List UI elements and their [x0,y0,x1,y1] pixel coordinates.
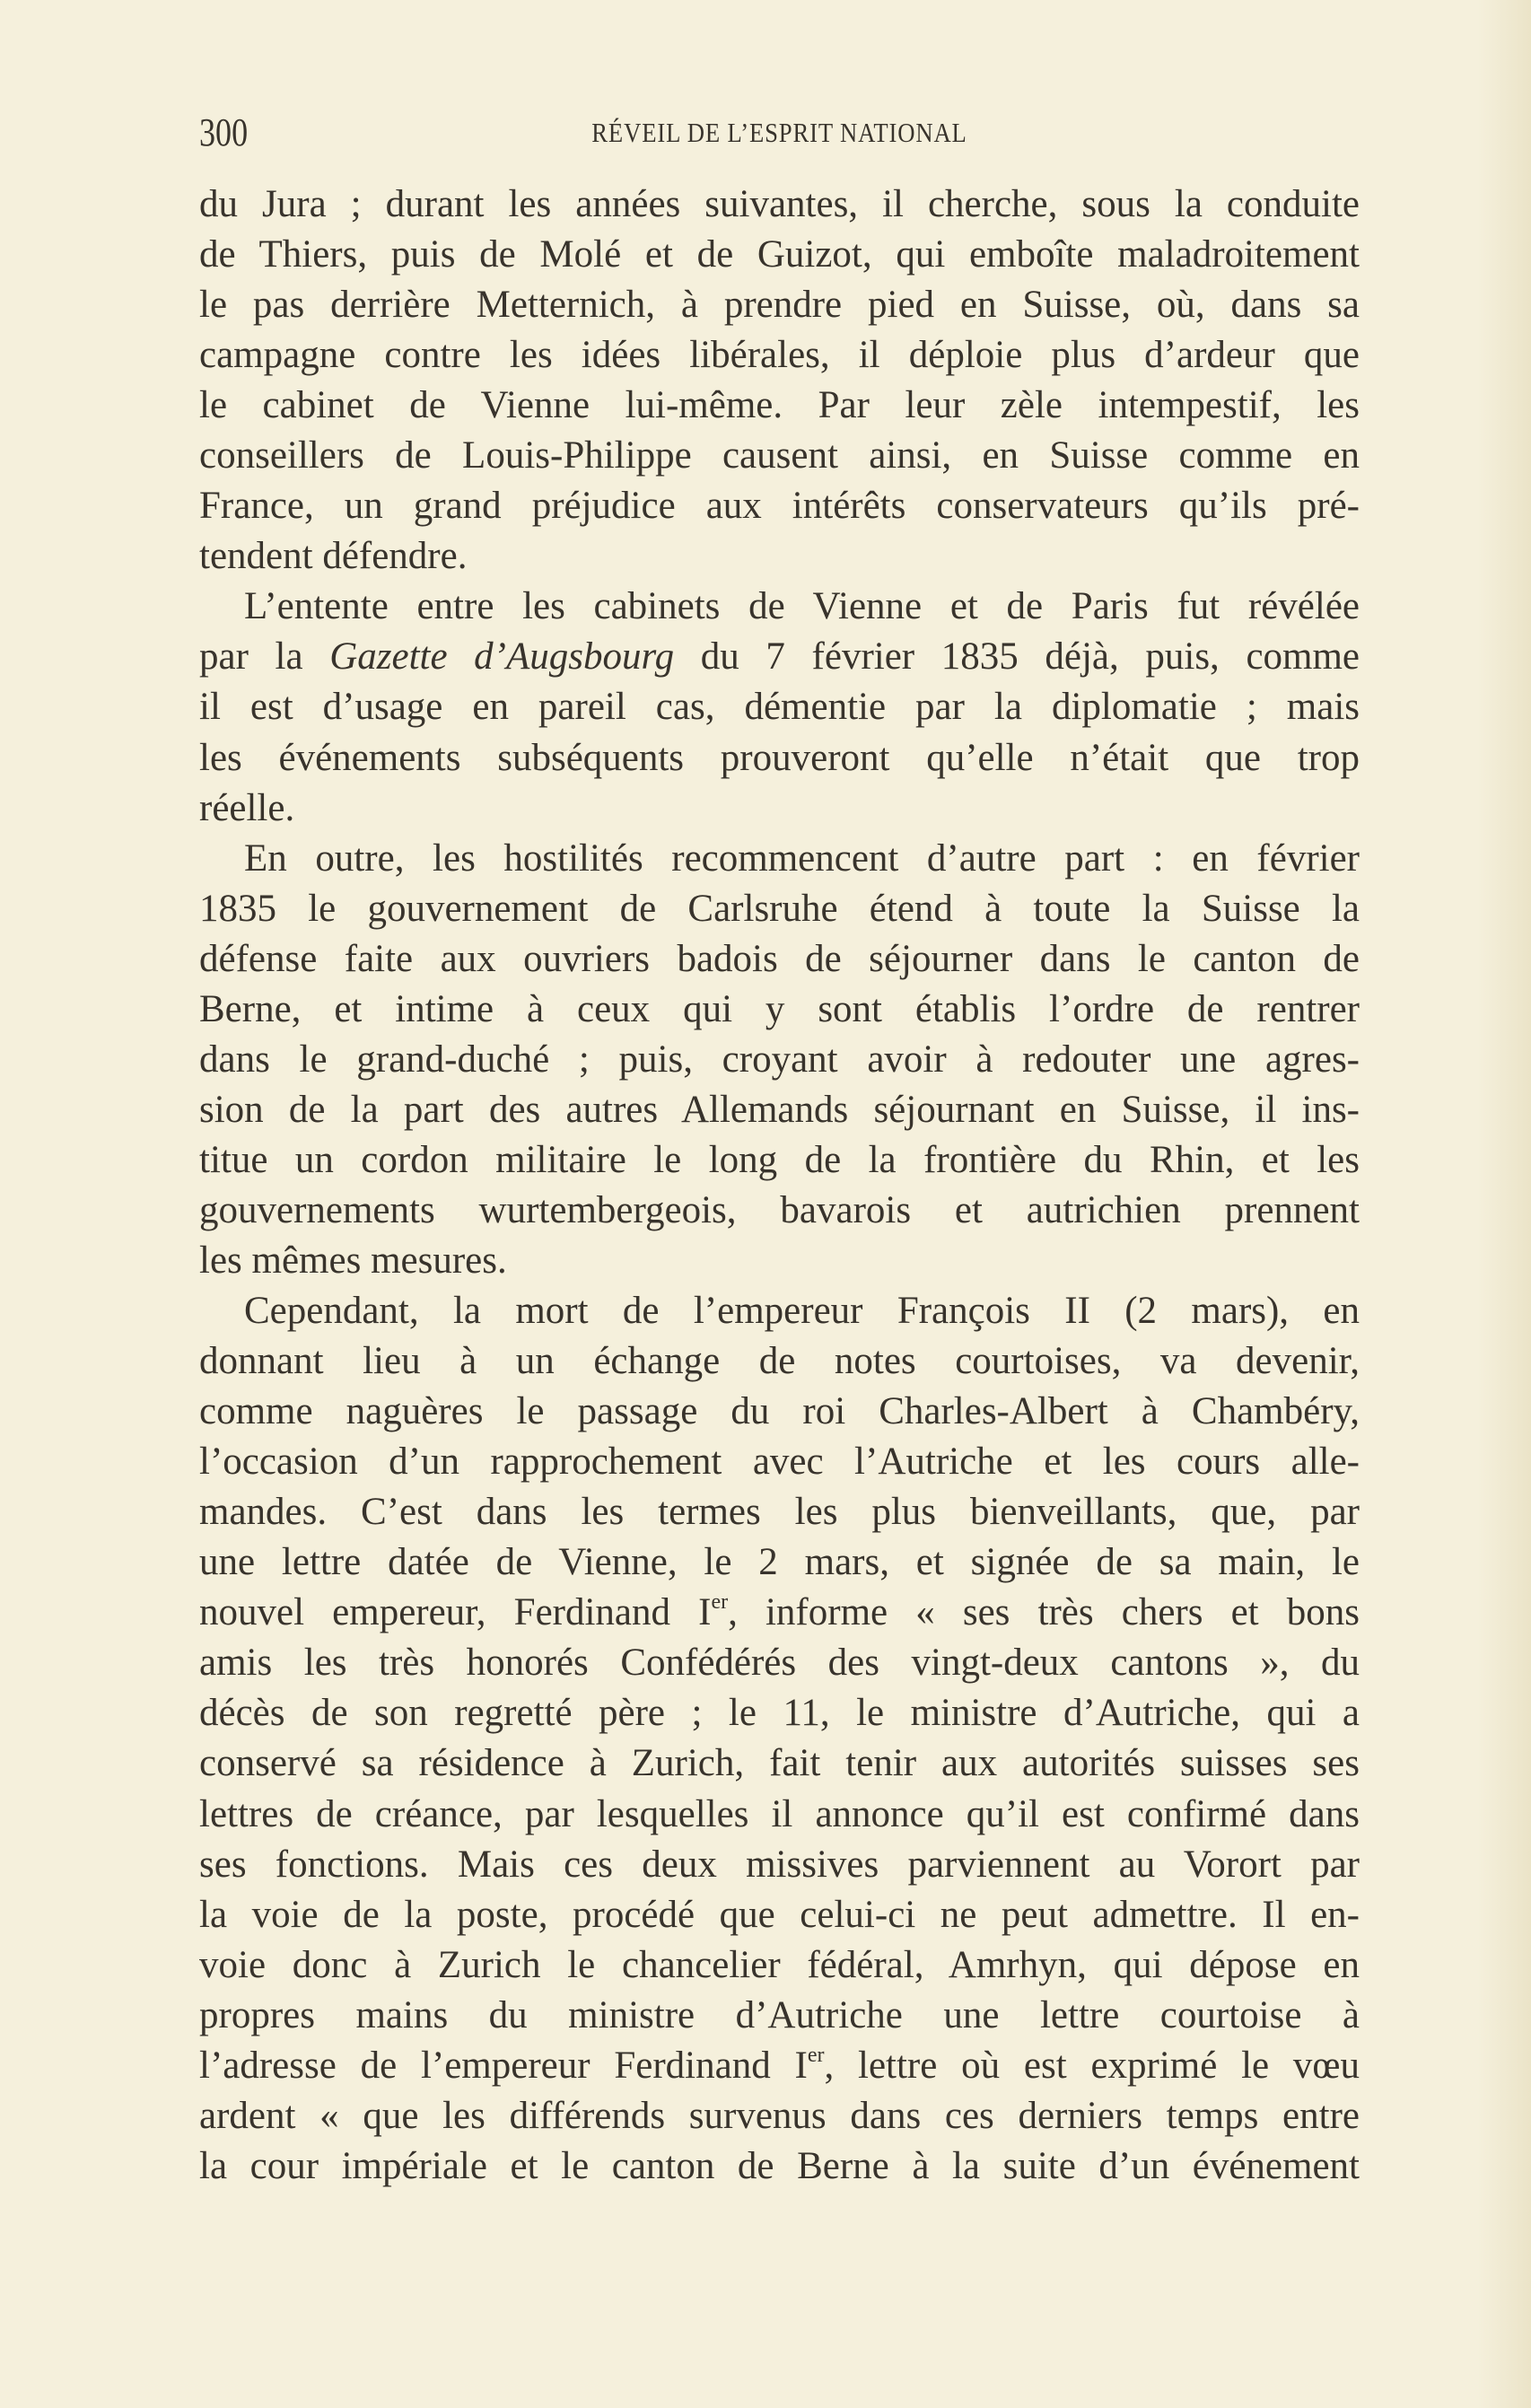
text-line [199,330,1360,381]
text-run: lettres de créance, par lesquelles il annonce qu’il est confirmé dans [199,1792,1360,1835]
text-run: , lettre où est exprimé le vœu [824,2044,1360,2087]
text-line [199,180,1360,230]
text-run: de Thiers, puis de Molé et de Guizot, qui emboîte maladroitement [199,233,1360,276]
text-run: une lettre datée de Vienne, le 2 mars, et signée de sa main, le [199,1541,1360,1584]
text-run: voie donc à Zurich le chancelier fédéral, Amrhyn, qui dépose en [199,1943,1360,1986]
text-run: ses fonctions. Mais ces deux missives parviennent au Vorort par [199,1843,1360,1886]
text-line [199,934,1360,985]
page-number: 300 [199,110,249,154]
text-run: défense faite aux ouvriers badois de séjourner dans le canton de [199,937,1360,980]
text-line [199,1387,1360,1437]
text-run: L’entente entre les cabinets de Vienne et de Paris fut révélée [244,585,1360,628]
text-line [199,1537,1360,1588]
text-run: réelle. [199,786,295,829]
text-line [199,582,1360,632]
text-line [199,834,1360,884]
text-run: comme naguères le passage du roi Charles-Albert à Chambéry, [199,1390,1360,1433]
text-line [199,531,1360,582]
text-run: En outre, les hostilités recommencent d’autre part : en février [244,836,1360,880]
text-run: la cour impériale et le canton de Berne à la suite d’un événement [199,2144,1360,2187]
italic-title: Gazette d’Augsbourg [329,635,675,679]
text-line [199,985,1360,1035]
text-line [199,2141,1360,2192]
text-run: du 7 février 1835 déjà, puis, comme [674,635,1360,679]
page-header [199,109,1360,160]
text-line [199,381,1360,431]
text-line [199,884,1360,934]
text-line [199,1688,1360,1738]
superscript: er [807,2043,825,2067]
text-run: le cabinet de Vienne lui-même. Par leur zèle intempestif, les [199,384,1360,427]
text-line [199,1186,1360,1236]
text-line [199,1940,1360,1991]
text-run: conservé sa résidence à Zurich, fait tenir aux autorités suisses ses [199,1742,1360,1785]
text-line [199,1890,1360,1940]
text-run: , informe « ses très chers et bons [728,1591,1360,1634]
text-run: l’adresse de l’empereur Ferdinand I [199,2044,808,2087]
page-edge-shadow [1477,0,1531,2408]
text-line [199,1638,1360,1688]
text-line [199,1738,1360,1789]
text-line [199,1336,1360,1387]
text-line [199,1588,1360,1638]
text-run: donnant lieu à un échange de notes courtoises, va devenir, [199,1340,1360,1383]
text-run: titue un cordon militaire le long de la frontière du Rhin, et les [199,1138,1360,1181]
text-run: par la [199,635,330,679]
text-run: amis les très honorés Confédérés des vingt-deux cantons », du [199,1642,1360,1685]
text-line [199,733,1360,784]
superscript: er [711,1590,729,1615]
text-line [199,1790,1360,1840]
text-run: il est d’usage en pareil cas, démentie par la diplomatie ; mais [199,686,1360,729]
text-run: mandes. C’est dans les termes les plus bienveillants, que, par [199,1491,1360,1534]
text-line [199,1286,1360,1336]
text-line [199,1437,1360,1487]
text-run: l’occasion d’un rapprochement avec l’Autriche et les cours alle- [199,1440,1360,1484]
text-run: les événements subséquents prouveront qu’elle n’était que trop [199,736,1360,779]
text-line [199,1487,1360,1537]
text-line [199,632,1360,682]
running-title: RÉVEIL DE L’ESPRIT NATIONAL [591,117,967,148]
text-run: sion de la part des autres Allemands séjournant en Suisse, il ins- [199,1088,1360,1131]
text-line [199,1840,1360,1890]
text-run: ardent « que les différends survenus dans ces derniers temps entre [199,2094,1360,2137]
text-run: dans le grand-duché ; puis, croyant avoir à redouter une agres- [199,1038,1360,1081]
text-run: 1835 le gouvernement de Carlsruhe étend à toute la Suisse la [199,887,1360,930]
text-run: Berne, et intime à ceux qui y sont établis l’ordre de rentrer [199,987,1360,1030]
text-line [199,230,1360,280]
text-line [199,1991,1360,2041]
text-line [199,431,1360,481]
text-run: la voie de la poste, procédé que celui-ci ne peut admettre. Il en- [199,1893,1360,1936]
text-line [199,784,1360,834]
body-text [199,180,1360,2192]
text-line [199,2041,1360,2091]
text-line [199,682,1360,732]
text-run: du Jura ; durant les années suivantes, il cherche, sous la conduite [199,183,1360,225]
text-run: décès de son regretté père ; le 11, le ministre d’Autriche, qui a [199,1692,1360,1735]
text-run: tendent défendre. [199,535,468,578]
text-run: conseillers de Louis-Philippe causent ainsi, en Suisse comme en [199,434,1360,477]
text-run: les mêmes mesures. [199,1239,507,1282]
text-line [199,1236,1360,1286]
text-line [199,1035,1360,1085]
text-line [199,481,1360,531]
text-run: propres mains du ministre d’Autriche une lettre courtoise à [199,1993,1360,2036]
text-line [199,1085,1360,1135]
text-run: nouvel empereur, Ferdinand I [199,1591,712,1634]
text-run: gouvernements wurtembergeois, bavarois et autrichien prennent [199,1188,1360,1231]
text-run: le pas derrière Metternich, à prendre pied en Suisse, où, dans sa [199,284,1360,327]
text-run: France, un grand préjudice aux intérêts conservateurs qu’ils pré- [199,485,1360,528]
text-run: Cependant, la mort de l’empereur François II (2 mars), en [244,1290,1360,1333]
text-run: campagne contre les idées libérales, il déploie plus d’ardeur que [199,334,1360,377]
text-line [199,280,1360,330]
text-line [199,2091,1360,2141]
text-line [199,1135,1360,1186]
